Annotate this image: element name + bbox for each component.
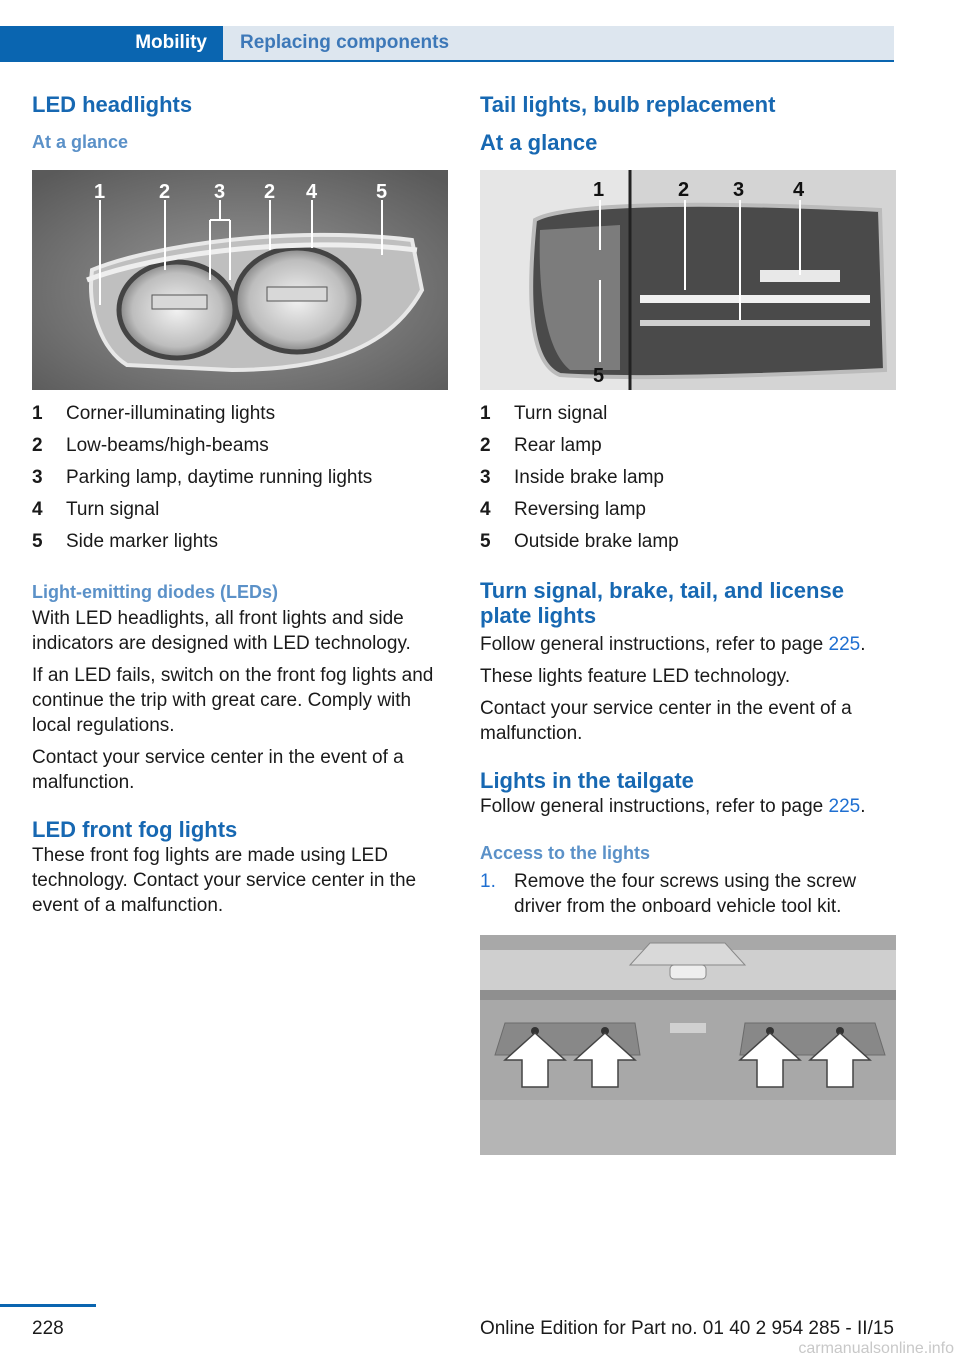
legend-num: 2 — [32, 435, 43, 456]
tailgate-ref-text: Follow general instructions, refer to page — [480, 796, 829, 817]
watermark: carmanualsonline.info — [798, 1340, 954, 1357]
callout-4: 4 — [306, 181, 318, 203]
edition-text: Online Edition for Part no. 01 40 2 954 285 - II/15 — [479, 1318, 894, 1339]
chapter-label: Mobility — [135, 32, 207, 53]
legend-num: 4 — [480, 499, 491, 520]
led-headlights-subtitle: At a glance — [32, 132, 129, 152]
led-paragraph-3: Contact your service center in the event of a malfunction. — [32, 747, 404, 793]
callout-3: 3 — [214, 181, 226, 203]
section-tab[interactable] — [223, 26, 894, 60]
legend-label: Low-beams/high-beams — [66, 435, 269, 456]
access-steps — [480, 869, 896, 919]
headlight-illustration — [32, 170, 448, 390]
section-label: Replacing components — [240, 32, 450, 53]
tail-callout-1: 1 — [593, 179, 605, 201]
page-number: 228 — [32, 1318, 64, 1339]
tailgate-figure — [480, 935, 896, 1155]
legend-num: 1 — [32, 403, 43, 424]
led-headlights-title: LED headlights — [32, 92, 193, 117]
legend-item — [480, 526, 896, 558]
tail-lights-subtitle: At a glance — [480, 130, 598, 155]
turn-ref-text: Follow general instructions, refer to page — [480, 634, 829, 655]
led-paragraph-2: If an LED fails, switch on the front fog lights and continue the trip with great care. Comply with local regulations. — [32, 665, 434, 736]
legend-label: Corner-illuminating lights — [66, 403, 276, 424]
legend-label: Side marker lights — [66, 531, 219, 552]
legend-label: Inside brake lamp — [514, 467, 664, 488]
turn-paragraph-2: These lights feature LED technology. — [480, 666, 791, 687]
tailgate-ref-end: . — [860, 796, 866, 817]
headlight-figure — [32, 170, 448, 390]
led-heading: Light-emitting diodes (LEDs) — [32, 582, 278, 602]
legend-num: 3 — [480, 467, 491, 488]
footer-divider — [0, 1304, 96, 1307]
tail-callout-4: 4 — [793, 179, 805, 201]
taillight-illustration — [480, 170, 896, 390]
taillight-figure — [480, 170, 896, 390]
legend-num: 5 — [32, 531, 43, 552]
legend-label: Turn signal — [66, 499, 160, 520]
legend-num: 2 — [480, 435, 491, 456]
step-item — [480, 869, 896, 919]
legend-item — [32, 462, 448, 494]
tail-lights-title: Tail lights, bulb replacement — [480, 92, 776, 117]
legend-item — [480, 462, 896, 494]
legend-num: 5 — [480, 531, 491, 552]
turn-paragraph-3: Contact your service center in the event of a malfunction. — [480, 698, 852, 744]
legend-item — [32, 494, 448, 526]
right-column — [480, 92, 896, 1155]
callout-2b: 2 — [264, 181, 276, 203]
left-column — [32, 92, 448, 918]
legend-item — [480, 430, 896, 462]
taillight-legend — [480, 398, 896, 558]
callout-2: 2 — [159, 181, 171, 203]
legend-item — [32, 398, 448, 430]
fog-lights-heading: LED front fog lights — [32, 817, 238, 842]
legend-label: Parking lamp, daytime running lights — [66, 467, 373, 488]
tailgate-paragraph — [480, 794, 896, 819]
chapter-tab[interactable] — [0, 26, 223, 60]
legend-label: Turn signal — [514, 403, 608, 424]
legend-item — [480, 398, 896, 430]
led-paragraph-1: With LED headlights, all front lights and side indicators are designed with LED technology. — [32, 608, 411, 654]
access-heading: Access to the lights — [480, 843, 651, 863]
legend-num: 3 — [32, 467, 43, 488]
step-text: Remove the four screws using the screw driver from the onboard vehicle tool kit. — [514, 871, 857, 917]
headlight-legend — [32, 398, 448, 558]
legend-label: Reversing lamp — [514, 499, 646, 520]
legend-num: 1 — [480, 403, 491, 424]
callout-5: 5 — [376, 181, 388, 203]
callout-1: 1 — [94, 181, 106, 203]
legend-item — [32, 430, 448, 462]
page-ref-link[interactable]: 225 — [828, 634, 861, 655]
tail-callout-2: 2 — [678, 179, 690, 201]
legend-item — [32, 526, 448, 558]
tailgate-illustration — [480, 935, 896, 1155]
legend-item — [480, 494, 896, 526]
legend-label: Rear lamp — [514, 435, 602, 456]
legend-label: Outside brake lamp — [514, 531, 679, 552]
turn-signal-heading: Turn signal, brake, tail, and license plate lights — [480, 578, 844, 628]
turn-paragraph-1 — [480, 632, 896, 657]
page-ref-link[interactable]: 225 — [828, 796, 861, 817]
step-num: 1. — [480, 871, 496, 892]
turn-ref-end: . — [860, 634, 866, 655]
header-divider — [0, 60, 894, 62]
legend-num: 4 — [32, 499, 43, 520]
tail-callout-3: 3 — [733, 179, 745, 201]
fog-paragraph: These front fog lights are made using LED technology. Contact your service center in the event of a malfunction. — [32, 845, 417, 916]
tailgate-heading: Lights in the tailgate — [480, 768, 694, 793]
tail-callout-5: 5 — [593, 365, 605, 387]
